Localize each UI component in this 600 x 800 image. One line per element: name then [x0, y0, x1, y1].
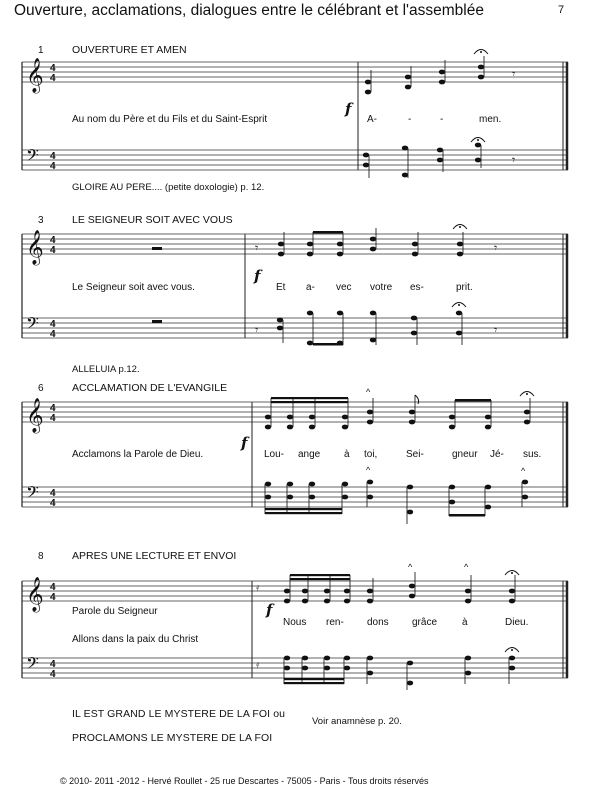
note-icon	[363, 153, 369, 158]
mystere-line-2: PROCLAMONS LE MYSTERE DE LA FOI	[72, 732, 273, 744]
note-icon	[475, 158, 481, 163]
time-signature-icon: 4	[50, 592, 56, 603]
time-signature-icon: 4	[50, 63, 56, 74]
system-6-notes	[265, 387, 534, 524]
note-icon	[402, 173, 408, 178]
treble-clef-icon: 𝄞	[26, 58, 44, 93]
section-8-syllable: dons	[367, 617, 389, 628]
rest-icon: 𝄿	[256, 582, 260, 594]
system-3-barlines	[22, 234, 567, 338]
page-number: 7	[558, 4, 565, 16]
bass-clef-icon: 𝄢	[26, 482, 39, 506]
section-3-syllable: vec	[336, 282, 352, 293]
time-signature-icon: 4	[50, 235, 56, 246]
section-6-syllable: toi,	[364, 449, 378, 460]
note-icon	[439, 70, 445, 75]
time-signature-icon: 4	[50, 488, 56, 499]
bass-clef-icon: 𝄢	[26, 653, 39, 677]
section-6-syllable: ange	[298, 449, 321, 460]
rest-icon: 𝄾	[494, 323, 498, 337]
section-1-dynamic-forte: f	[345, 100, 352, 118]
section-6-syllable: Sei-	[406, 449, 424, 460]
note-icon	[437, 158, 443, 163]
anamnese-reference: Voir anamnèse p. 20.	[312, 716, 402, 727]
system-3-staves	[22, 234, 568, 338]
section-3-dynamic-forte: f	[254, 267, 261, 285]
svg-text:^: ^	[366, 387, 371, 397]
rest-icon: 𝄾	[512, 153, 516, 167]
section-1-syllable: -	[440, 114, 444, 125]
time-signature-icon: 4	[50, 659, 56, 670]
system-8-barlines	[22, 581, 567, 678]
note-icon	[365, 80, 371, 85]
time-signature-icon: 4	[50, 582, 56, 593]
section-8-spoken-text: Allons dans la paix du Christ	[72, 634, 199, 645]
section-6-syllable: gneur	[452, 449, 478, 460]
time-signature-icon: 4	[50, 669, 56, 680]
system-1-notes	[363, 50, 515, 179]
rest-icon: 𝄾	[255, 323, 259, 337]
section-8-heading: APRES UNE LECTURE ET ENVOI	[72, 550, 237, 562]
treble-clef-icon: 𝄞	[26, 230, 44, 265]
section-1-syllable: A-	[367, 114, 377, 125]
section-8-syllable: à	[462, 617, 468, 628]
rest-icon: 𝄾	[255, 241, 259, 255]
section-6-dynamic-forte: f	[241, 434, 248, 452]
section-8-syllable: Dieu.	[505, 617, 529, 628]
time-signature-icon: 4	[50, 151, 56, 162]
section-3-syllable: es-	[410, 282, 424, 293]
section-3-number: 3	[38, 215, 44, 226]
system-3-notes	[152, 225, 497, 346]
note-icon	[478, 65, 484, 70]
note-icon	[478, 75, 484, 80]
mystere-line-1: IL EST GRAND LE MYSTERE DE LA FOI ou	[72, 708, 286, 720]
section-6-syllable: Jé-	[490, 449, 504, 460]
time-signature-icon: 4	[50, 413, 56, 424]
time-signature-icon: 4	[50, 73, 56, 84]
section-3-syllable: Et	[276, 282, 286, 293]
section-6-syllable: sus.	[523, 449, 542, 460]
note-icon	[439, 80, 445, 85]
section-1-heading: OUVERTURE ET AMEN	[72, 44, 187, 56]
bass-clef-icon: 𝄢	[26, 145, 39, 169]
rest-icon: 𝄾	[494, 241, 498, 255]
section-6-syllable: Lou-	[264, 449, 285, 460]
section-6-spoken-text: Acclamons la Parole de Dieu.	[72, 449, 204, 460]
section-6-number: 6	[38, 383, 44, 394]
rest-icon: 𝄾	[512, 67, 516, 81]
bass-clef-icon: 𝄢	[26, 313, 39, 337]
svg-text:^: ^	[521, 466, 526, 476]
note-icon	[405, 85, 411, 90]
note-icon	[437, 148, 443, 153]
time-signature-icon: 4	[50, 245, 56, 256]
section-8-syllable: grâce	[412, 617, 438, 628]
section-3-syllable: prit.	[456, 282, 473, 293]
svg-text:^: ^	[464, 562, 469, 572]
note-icon	[363, 163, 369, 168]
section-8-dynamic-forte: f	[266, 601, 273, 619]
time-signature-icon: 4	[50, 403, 56, 414]
time-signature-icon: 4	[50, 329, 56, 340]
section-8-number: 8	[38, 551, 44, 562]
section-3-syllable: votre	[370, 282, 393, 293]
gloire-reference: GLOIRE AU PERE.... (petite doxologie) p. 12.	[72, 182, 265, 193]
section-6-syllable: à	[344, 449, 350, 460]
system-8-staves	[22, 581, 568, 678]
time-signature-icon: 4	[50, 319, 56, 330]
svg-text:^: ^	[366, 465, 371, 475]
rest-icon: 𝄿	[256, 659, 260, 671]
section-3-syllable: a-	[306, 282, 315, 293]
section-1-spoken-text: Au nom du Père et du Fils et du Saint-Esprit	[72, 114, 268, 125]
section-1-number: 1	[38, 45, 44, 56]
section-8-spoken-text: Parole du Seigneur	[72, 606, 158, 617]
time-signature-icon: 4	[50, 498, 56, 509]
system-1-barlines	[22, 62, 567, 170]
rest-icon	[152, 247, 162, 250]
section-8-syllable: ren-	[326, 617, 344, 628]
section-6-heading: ACCLAMATION DE L'EVANGILE	[72, 382, 228, 394]
section-3-spoken-text: Le Seigneur soit avec vous.	[72, 282, 195, 293]
section-8-syllable: Nous	[283, 617, 307, 628]
system-1-staves	[22, 62, 568, 170]
svg-text:^: ^	[408, 562, 413, 572]
copyright-footer: © 2010- 2011 -2012 - Hervé Roullet - 25 rue Descartes - 75005 - Paris - Tous droits réservés	[60, 776, 429, 786]
treble-clef-icon: 𝄞	[26, 398, 44, 433]
note-icon	[475, 143, 481, 148]
time-signature-icon: 4	[50, 161, 56, 172]
section-1-syllable: -	[408, 114, 412, 125]
note-icon	[402, 146, 408, 151]
section-1-syllable: men.	[479, 114, 502, 125]
section-3-heading: LE SEIGNEUR SOIT AVEC VOUS	[72, 214, 233, 226]
treble-clef-icon: 𝄞	[26, 577, 44, 612]
alleluia-reference: ALLELUIA p.12.	[72, 364, 140, 375]
note-icon	[365, 90, 371, 95]
page-title: Ouverture, acclamations, dialogues entre le célébrant et l'assemblée	[14, 2, 484, 19]
rest-icon	[152, 320, 162, 323]
note-icon	[405, 75, 411, 80]
